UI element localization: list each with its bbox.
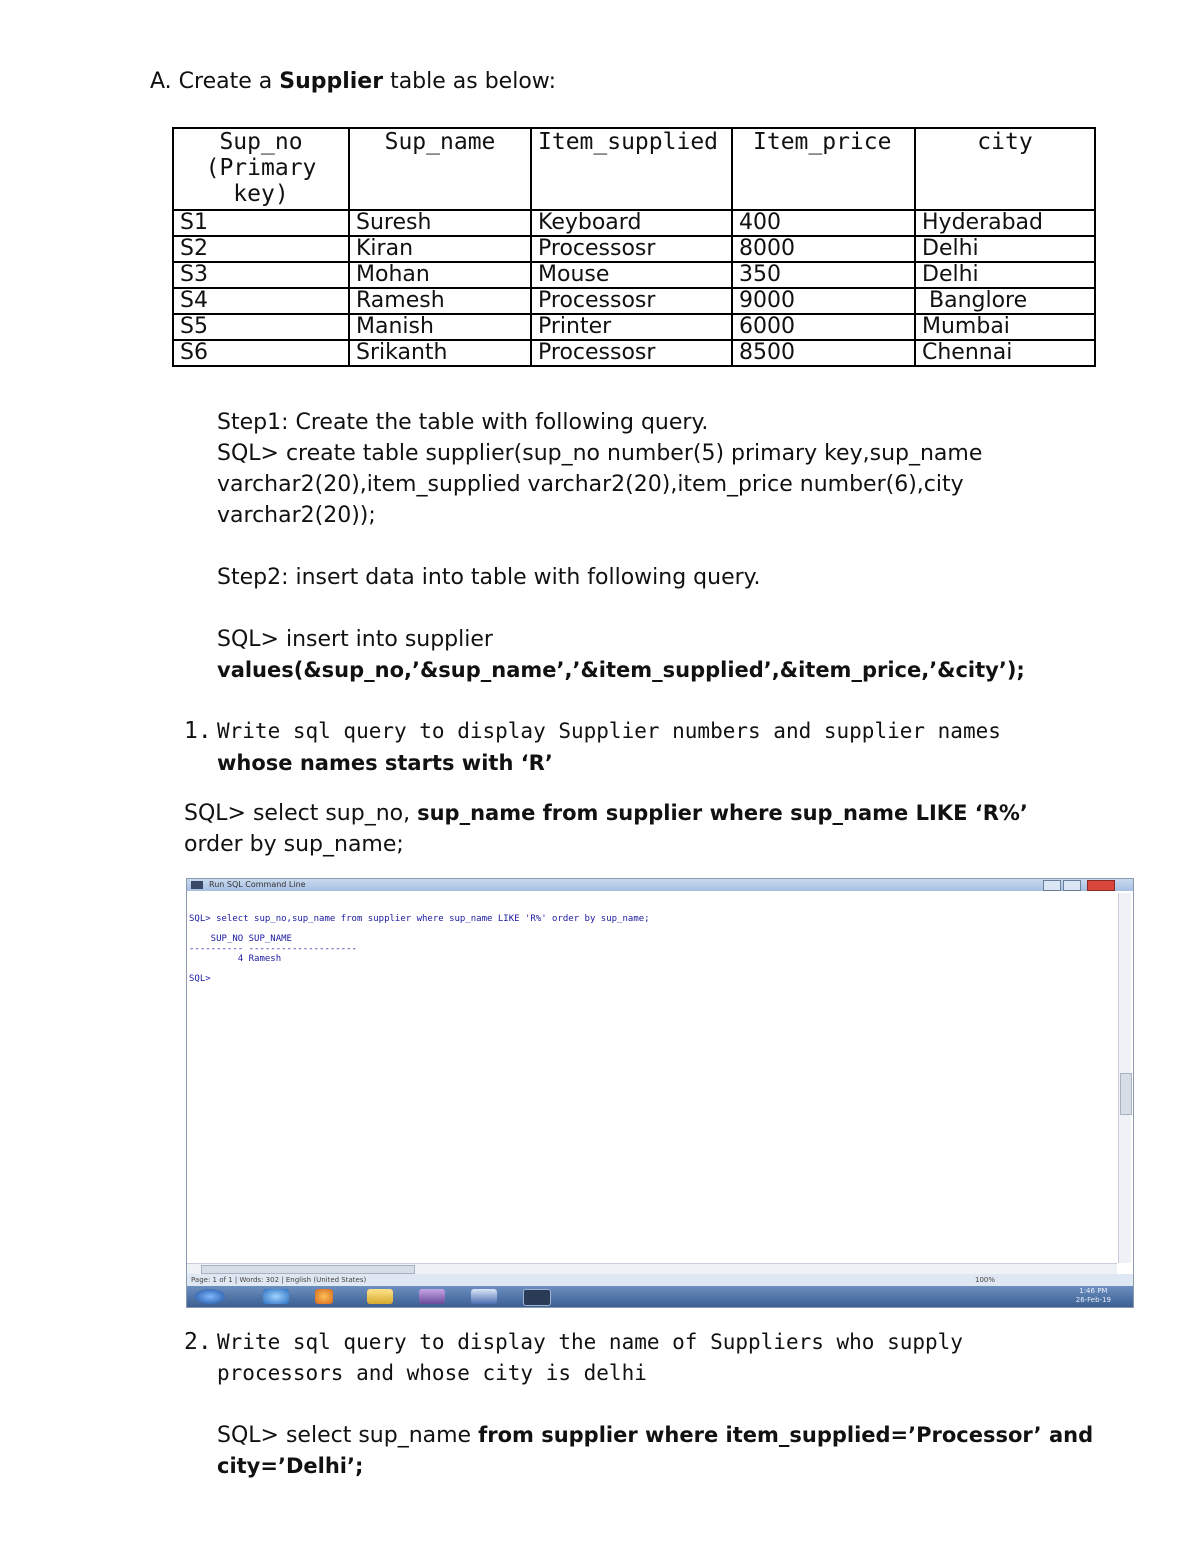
window-title: Run SQL Command Line (209, 880, 306, 889)
table-cell: Mumbai (915, 314, 1095, 340)
zoom-level[interactable]: 100% (975, 1276, 996, 1284)
header-sup-no-line3: key) (233, 181, 289, 207)
vs-icon[interactable] (419, 1289, 445, 1304)
table-cell: S2 (173, 236, 349, 262)
table-row (173, 262, 1095, 288)
table-body (173, 210, 1095, 366)
scrollbar-thumb[interactable] (1120, 1073, 1132, 1115)
header-item-supplied: Item_supplied (531, 128, 732, 210)
maximize-icon[interactable] (1063, 880, 1081, 891)
sql-command-line-screenshot (186, 878, 1134, 1308)
step2-line3: values(&sup_no,’&sup_name’,’&item_supplied’,&item_price,’&city’); (217, 658, 1025, 682)
table-cell: Processosr (531, 236, 732, 262)
header-sup-no-line2: (Primary (205, 155, 317, 181)
status-bar-text: Page: 1 of 1 | Words: 302 | English (United States) (191, 1276, 367, 1284)
step1-line3: varchar2(20),item_supplied varchar2(20),item_price number(6),city (217, 472, 964, 497)
q2-sql-line2: city=’Delhi’; (217, 1454, 364, 1478)
table-cell: 6000 (732, 314, 915, 340)
table-cell: Hyderabad (915, 210, 1095, 236)
step1-line2: SQL> create table supplier(sup_no number(5) primary key,sup_name (217, 441, 983, 466)
table-cell: S4 (173, 288, 349, 314)
table-cell: S3 (173, 262, 349, 288)
q2-sql-plain: SQL> select sup_name (217, 1423, 479, 1448)
q1-sql-plain: SQL> select sup_no, (184, 801, 418, 826)
table-header-row (173, 128, 1095, 210)
table-cell: Banglore (915, 288, 1095, 314)
step2-line1: Step2: insert data into table with following query. (217, 565, 761, 590)
table-cell: 9000 (732, 288, 915, 314)
window-app-icon (191, 881, 203, 889)
q2-line1: Write sql query to display the name of Suppliers who supply (217, 1330, 963, 1354)
console-line: SUP_NO SUP_NAME (189, 934, 292, 944)
header-sup-no-line1: Sup_no (219, 129, 303, 155)
table-cell: S5 (173, 314, 349, 340)
q1-sql-bold: sup_name from supplier where sup_name LIKE ‘R%’ (417, 801, 1028, 825)
supplier-table (172, 127, 1096, 367)
q1-sql-line1 (184, 798, 1028, 829)
horizontal-scrollbar-thumb[interactable] (201, 1265, 415, 1274)
table-cell: Kiran (349, 236, 531, 262)
clock-date: 26-Feb-19 (1075, 1296, 1111, 1304)
table-cell: Suresh (349, 210, 531, 236)
table-cell: Keyboard (531, 210, 732, 236)
table-cell: Delhi (915, 236, 1095, 262)
sql-app-icon[interactable] (523, 1289, 551, 1306)
windows-taskbar (187, 1286, 1133, 1307)
header-item-price: Item_price (732, 128, 915, 210)
table-cell: Mouse (531, 262, 732, 288)
section-a-suffix: table as below: (383, 69, 556, 94)
vertical-scrollbar[interactable] (1118, 893, 1131, 1263)
console-line: SQL> (189, 974, 211, 984)
q2-line2: processors and whose city is delhi (217, 1361, 647, 1385)
table-cell: S6 (173, 340, 349, 366)
table-cell: Printer (531, 314, 732, 340)
header-sup-name: Sup_name (349, 128, 531, 210)
table-cell: 8500 (732, 340, 915, 366)
q2-number: 2. (184, 1329, 212, 1355)
table-row (173, 288, 1095, 314)
section-a-bold: Supplier (279, 69, 384, 94)
table-cell: Srikanth (349, 340, 531, 366)
table-cell: Processosr (531, 288, 732, 314)
horizontal-scrollbar[interactable] (187, 1263, 1117, 1274)
table-cell: Mohan (349, 262, 531, 288)
table-row (173, 236, 1095, 262)
step1-line1: Step1: Create the table with following query. (217, 410, 709, 435)
header-sup-no (173, 128, 349, 210)
q2-sql-line1 (217, 1420, 1093, 1451)
console-output: SQL> select sup_no,sup_name from supplier where sup_name LIKE 'R%' order by sup_name; SUP_NO SUP_NAME ---------- -------------------- 4 Ramesh SQL> (189, 909, 650, 989)
folder-icon[interactable] (367, 1289, 393, 1304)
section-a-heading (150, 66, 556, 97)
header-city: city (915, 128, 1095, 210)
table-cell: 400 (732, 210, 915, 236)
clock-time: 1:46 PM (1079, 1287, 1108, 1295)
section-a-prefix: A. Create a (150, 69, 280, 94)
word-status-bar (187, 1274, 1133, 1286)
start-button-icon[interactable] (195, 1289, 225, 1304)
table-cell: Manish (349, 314, 531, 340)
step2-line2: SQL> insert into supplier (217, 627, 493, 652)
window-titlebar (187, 879, 1133, 891)
table-cell: 8000 (732, 236, 915, 262)
q1-sql-line2: order by sup_name; (184, 832, 404, 857)
q1-number: 1. (184, 718, 212, 744)
table-row (173, 210, 1095, 236)
step1-line4: varchar2(20)); (217, 503, 376, 528)
q1-text: Write sql query to display Supplier numbers and supplier names (217, 719, 1001, 743)
table-cell: 350 (732, 262, 915, 288)
table-cell: Ramesh (349, 288, 531, 314)
minimize-icon[interactable] (1043, 880, 1061, 891)
table-row (173, 340, 1095, 366)
table-cell: Processosr (531, 340, 732, 366)
q1-text-bold: whose names starts with ‘R’ (217, 751, 553, 775)
table-cell: Chennai (915, 340, 1095, 366)
console-line: 4 Ramesh (189, 954, 282, 964)
q2-sql-bold: from supplier where item_supplied=’Processor’ and (478, 1423, 1094, 1447)
console-line: SQL> select sup_no,sup_name from supplier where sup_name LIKE 'R%' order by sup_name; (189, 914, 650, 924)
word-icon[interactable] (471, 1289, 497, 1304)
system-clock[interactable] (1076, 1287, 1111, 1305)
table-cell: Delhi (915, 262, 1095, 288)
ie-icon[interactable] (263, 1289, 289, 1304)
close-icon[interactable] (1087, 880, 1115, 891)
table-cell: S1 (173, 210, 349, 236)
table-row (173, 314, 1095, 340)
media-player-icon[interactable] (315, 1289, 333, 1304)
